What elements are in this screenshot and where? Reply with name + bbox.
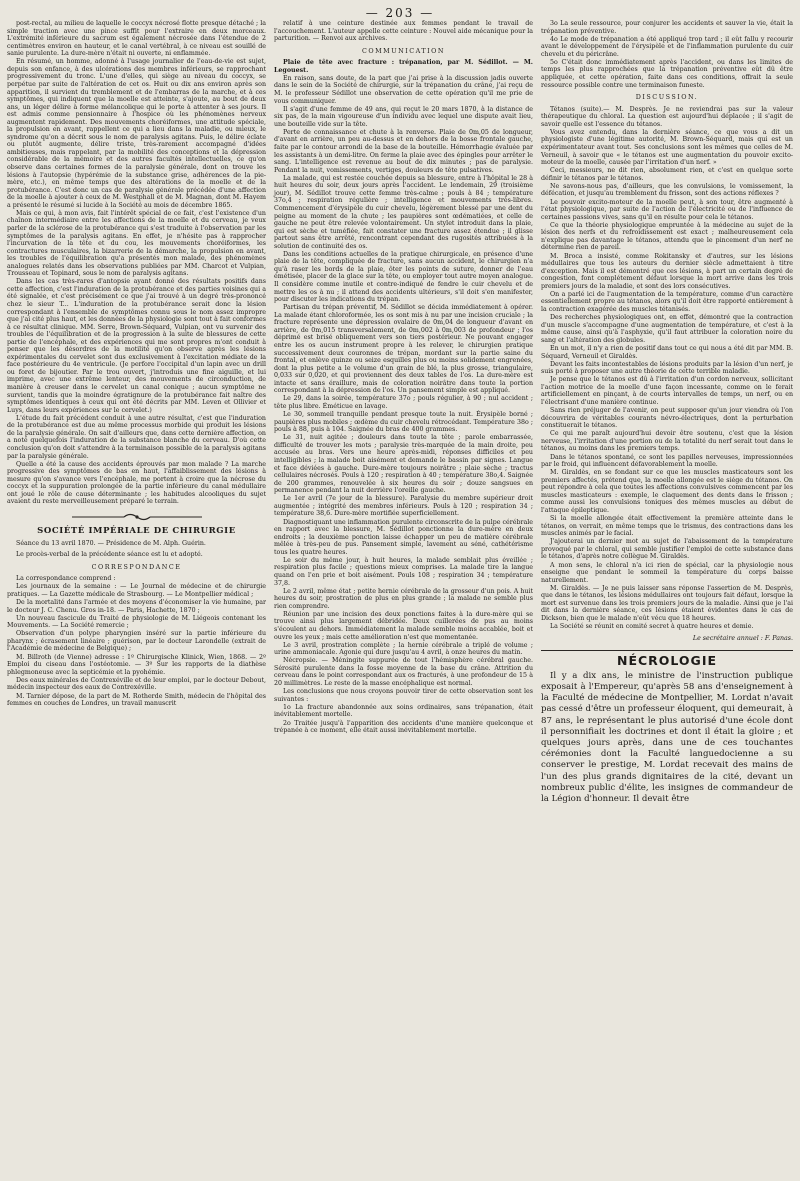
society-title: SOCIÉTÉ IMPÉRIALE DE CHIRURGIE	[37, 525, 236, 536]
correspondance-item: M. Billroth (de Vienne) adresse : 1º Chirurgische Klinick, Wien, 1868. — 2º Emploi du ciseau dans l'ostéotomie. — 3º Sur les rapports de la diathèse phlegmoneuse avec la septicémie et la pyohémie.	[7, 653, 266, 676]
communication-heading: Plaie de tête avec fracture : trépanation, par M. Sédillot. — M. Legouest.	[274, 59, 533, 74]
paragraph: Devant les faits incontestables de lésions produits par la lésion d'un nerf, je suis porté à proposer une autre théorie de cette terrible maladie.	[541, 360, 793, 376]
correspondance-title: CORRESPONDANCE	[91, 562, 182, 571]
correspondance-item: Des eaux minérales de Contrexéville et de leur emploi, par le docteur Debout, médecin inspecteur des eaux de Contrexéville.	[7, 676, 266, 692]
paragraph: relatif à une ceinture destinée aux femmes pendant le travail de l'accouchement. L'auteur appelle cette ceinture : Nouvel aide mécanique pour la parturition. — Renvoi aux archives.	[274, 20, 533, 43]
paragraph: Le 3 avril, prostration complète ; la hernie cérébrale a triplé de volume ; urine ammoniacale. Agonie qui dure jusqu'au 4 avril, à onze heures du matin.	[274, 641, 533, 657]
paragraph: Le 30, sommeil tranquille pendant presque toute la nuit. Érysipèle borné ; paupières plus mobiles ; œdème du cuir chevelu rétrocédant. Température 38o ; pouls à 88, puis à 104. Saignée du bras de 400 grammes.	[274, 411, 533, 434]
paragraph: En résumé, un homme, adonné à l'usage journalier de l'eau-de-vie est sujet, depuis son enfance, à des ulcérations des membres inférieurs, se rapprochant progressivement du tronc. L'une d'elles, qui siège au niveau du coccyx, se perpétue par suite de l'altération de cet os. Huit ou dix ans environ après son apparition, il survient du tremblement et de l'embarras de la marche, et à ces symptômes, qui indiquent que la moelle est atteinte, s'ajoute, au bout de deux ans, un léger délire à forme mélancolique qui le porte à attenter à ses jours. Il est admis comme pensionnaire à l'hospice où les phénomènes nerveux augmentent rapidement. Des mouvements choréiformes, une attitude spéciale, la propulsion en avant, rappellent ce qui a lieu dans la maladie, ou mieux, le syndrome qu'on a décrit sous le nom de paralysis agitans. Puis, le délire éclate ou plutôt augmente, délire triste, très-rarement accompagné d'idées ambitieuses, mais rappelant, par la mobilité des conceptions et la dépression considérable de la mémoire et des autres facultés intellectuelles, ce qu'on observe dans certaines formes de la paralysie générale, dont on trouve les lésions à l'autopsie (hypérémie de la substance grise, adhérences de la pie-mère, etc.), en même temps que des altérations de la moelle et de la protubérance. C'est donc un cas de paralysie générale précédée d'une affection de la moelle à ajouter à ceux de M. Westphall et de M. Magnan, dont M. Hayem a présenté le résumé si lucide à la Société au mois de décembre 1865.	[7, 58, 266, 209]
paragraph: Nécropsie. — Méningite suppurée de tout l'hémisphère cérébral gauche. Sérosité purulente dans la fosse moyenne de la base du crâne. Attrition du cerveau dans le point correspondant aux os fracturés, à une profondeur de 15 à 20 millimètres. Le reste de la masse encéphalique est normal.	[274, 657, 533, 687]
paragraph: Quelle a été la cause des accidents éprouvés par mon malade ? La marche progressive des symptômes de bas en haut, l'affaiblissement des lésions à mesure qu'on s'avance vers l'encéphale, me portent à croire que la nécrose du coccyx et la suppuration prolongée de la partie inférieure du canal médullaire ont joué le rôle de cause déterminante ; les habitudes alcooliques du sujet avaient du reste merveilleusement préparé le terrain.	[7, 460, 266, 506]
column-middle	[274, 20, 533, 735]
paragraph: Il s'agit d'une femme de 49 ans, qui reçut le 20 mars 1870, à la distance de six pas, de la main vigoureuse d'un individu avec lequel une dispute avait lieu, une bouteille vide sur la tête.	[274, 105, 533, 128]
paragraph: M. Giraldès. — Je ne puis laisser sans réponse l'assertion de M. Desprès, que dans le tétanos, les lésions médullaires ont toujours fait défaut, lorsque la mort est survenue dans les trois premiers jours de la maladie. Ainsi que je l'ai dit dans la dernière séance, ces lésions étaient évidentes dans le cas de Dickson, bien que le malade n'eût vécu que 18 heures.	[541, 584, 793, 623]
paragraph: Partisan du trépan préventif, M. Sédillot se décida immédiatement à opérer. La malade étant chloroformée, les os sont mis à nu par une incision cruciale ; la fracture représente une dépression ovalaire de 0m,04 de longueur d'avant en arrière, de 0m,015 transversalement, de 0m,002 à 0m,003 de profondeur ; l'os déprimé est brisé obliquement vers son tiers postérieur. Ne pouvant engager entre les os aucun instrument propre à les relever, le chirurgien pratique successivement deux couronnes de trépan, mordant sur la partie saine du frontal, et enlève quinze ou seize esquilles plus ou moins solidement engrenées, dont la plus petite a le volume d'un grain de blé, la plus grosse, triangulaire, 0,033 sur 0,020, et qui proviennent des deux tables de l'os. La dure-mère est intacte et sans éraillure, mais de coloration noirâtre dans toute la portion correspondant à la dépression de l'os. Un pansement simple est appliqué.	[274, 304, 533, 395]
paragraph: Sans rien préjuger de l'avenir, on peut supposer qu'un jour viendra où l'on découvrira de véritables courants névro-électriques, dont la perturbation constituerait le tétanos.	[541, 407, 793, 430]
paragraph: Ce que la théorie physiologique empruntée à la médecine au sujet de la lésion des nerfs et du refroidissement est exact ; malheureusement cela n'explique pas davantage le tétanos, attendu que le pincement d'un nerf ne détermine rien de pareil.	[541, 221, 793, 252]
secretary-signature: Le secrétaire annuel : F. Panas.	[692, 634, 793, 642]
column-left	[7, 20, 266, 708]
correspondance-item: Les journaux de la semaine : — Le Journal de médecine et de chirurgie pratiques. — La Gazette médicale de Strasbourg. — Le Montpellier médical ;	[7, 583, 266, 598]
paragraph: Des recherches physiologiques ont, en effet, démontré que la contraction d'un muscle s'accompagne d'une augmentation de température, et c'est à la même cause, ainsi qu'à l'asphyxie, qu'il faut attribuer la coloration noire du sang et l'altération des globules.	[541, 314, 793, 344]
paragraph: 4o Le mode de trépanation a été appliqué trop tard ; il eût fallu y recourir avant le développement de l'érysipèle et de l'inflammation purulente du cuir chevelu et du péricrâne.	[541, 35, 793, 58]
paragraph: 5o C'était donc immédiatement après l'accident, ou dans les limites de temps les plus rapprochées que la trépanation préventive eût dû être appliquée, et cette opération, faite dans ces conditions, offrait la seule ressource possible contre une terminaison funeste.	[541, 58, 793, 89]
paragraph: Dans les conditions actuelles de la pratique chirurgicale, en présence d'une plaie de la tête, compliquée de fracture, sans aucun accident, le chirurgien n'a qu'à raser les bords de la plaie, ôter les points de suture, donner de l'eau émétisée, placer de la glace sur la tête, ou employer tout autre moyen analogue. Il considère comme inutile et contre-indiqué de fendre le cuir chevelu et de mettre les os à nu ; il attend des accidents ultérieurs, s'il doit s'en manifester, pour discuter les indications du trépan.	[274, 250, 533, 304]
paragraph: Le pouvoir excito-moteur de la moelle peut, à son tour, être augmenté à l'état physiologique, par suite de l'action de l'électricité ou de l'influence de certaines passions vives, sans qu'il en résulte pour cela le tétanos.	[541, 198, 793, 221]
seance-line: Séance du 13 avril 1870. — Présidence de M. Alph. Guérin.	[16, 539, 206, 547]
paragraph: Si la moelle allongée était effectivement la première atteinte dans le tétanos, on verrait, en même temps que le trismus, des contractions dans les muscles animés par le facial.	[541, 515, 793, 538]
paragraph: En un mot, il n'y a rien de positif dans tout ce qui nous a été dit par MM. B. Séquard, Verneuil et Giraldès.	[541, 344, 793, 360]
paragraph: 2o Traitée jusqu'à l'apparition des accidents d'une manière quelconque et trépanée à ce moment, elle était aussi inévitablement mortelle.	[274, 719, 533, 735]
correspondance-item: De la mortalité dans l'armée et des moyens d'économiser la vie humaine, par le docteur J. C. Chenu. Gros in-18. — Paris, Hachette, 1870 ;	[7, 598, 266, 614]
column-right	[541, 20, 793, 805]
paragraph: A mon sens, le chloral n'a ici rien de spécial, car la physiologie nous enseigne que pendant le sommeil la température du corps baisse naturellement.	[541, 561, 793, 584]
paragraph: Dans les cas très-rares d'antopsie ayant donné des résultats positifs dans cette affection, c'est l'induration de la protubérance et des parties voisines qui a été signalée, et c'est précisément ce que j'ai trouvé à un degré très-prononcé chez le sieur T... L'induration de la protubérance serait donc la lésion correspondant à l'ensemble de symptômes connu sous le nom assez impropre que j'ai cité plus haut, et les données de la physiologie sont tout à fait conformes à ce résultat clinique. MM. Serre, Brown-Séquard, Vulpian, ont vu survenir des troubles de l'équilibration et de la progression à la suite de blessures de cette partie de l'encéphale, et des expériences qui me sont propres m'ont conduit à penser que les désordres de la motilité qu'on observe après les lésions expérimentales du cervelet sont dus exclusivement à l'excitation médiate de la face postérieure du 4e ventricule. (Je perfore l'occipital d'un lapin avec un drill ou foret de bijoutier. Par le trou ouvert, j'introduis une fine aiguille, et lui imprime, avec une extrême lenteur, des mouvements de circonduction, de manière à creuser dans le cervelet un canal conique ; aucun symptôme ne survient, tandis que la moindre égratignure de la protubérance fait naître des symptômes identiques à ceux qui ont été décrits par MM. Leven et Ollivier et Luys, dans leurs expériences sur le cervelet.)	[7, 278, 266, 414]
necrologie-title: NÉCROLOGIE	[616, 653, 718, 669]
discussion-title: DISCUSSION.	[635, 93, 699, 102]
paragraph: Le soir du même jour, à huit heures, la malade semblait plus éveillée ; respiration plus facile ; questions mieux comprises. La malade tire la langue quand on l'en prie et boit aisément. Pouls 108 ; respiration 34 ; température 37,8.	[274, 556, 533, 587]
paragraph: Il y a dix ans, le ministre de l'instruction publique exposait à l'Empereur, qu'après 58 ans d'enseignement à la Faculté de médecine de Montpellier, M. Lordat n'avait pas cessé d'être un professeur éloquent, qui demeurait, à 87 ans, le représentant le plus autorisé d'une école dont il personnifiait les doctrines et dont il était la gloire ; et quelques jours après, dans une de ces touchantes cérémonies dont la Faculté languedocienne a su conserver le prestige, M. Lordat recevait des mains de l'un des plus grands dignitaires de la cité, devant un nombreux public d'élite, les insignes de commandeur de la Légion d'honneur. Il devait être	[541, 670, 793, 805]
paragraph: La malade, qui est restée couchée depuis sa blessure, entre à l'hôpital le 28 à huit heures du soir, deux jours après l'accident. Le lendemain, 29 (troisième jour), M. Sédillot trouve cette femme très-calme ; pouls à 84 ; température 37o,4 ; respiration régulière ; intelligence et mouvements très-libres. Commencement d'érysipèle du cuir chevelu, légèrement blessé par une dent du peigne au moment de la chute ; les paupières sont œdématiées, et celle de gauche ne peut être relevée volontairement. Un stylet introduit dans la plaie, qui est sèche et tuméfiée, fait constater une fracture assez étendue ; il glisse partout sans être arrêté, rencontrant cependant des rugosités attribuées à la solution de continuité des os.	[274, 174, 533, 250]
page-number: — 203 —	[365, 6, 435, 20]
paragraph: On a parlé ici de l'augmentation de la température, comme d'un caractère essentiellement propre au tétanos, alors qu'il doit être rapporté entièrement à la contraction exagérée des muscles tétanisés.	[541, 290, 793, 314]
paragraph: Je pense que le tétanos est dû à l'irritation d'un cordon nerveux, sollicitant l'action motrice de la moelle d'une façon incessante, comme on le ferait artificiellement en pinçant, à de courts intervalles de temps, un nerf, ou en l'électrisant d'une manière continue.	[541, 376, 793, 406]
correspondance-item: M. Tarnier dépose, de la part de M. Rotherde Smith, médecin de l'hôpital des femmes en couches de Londres, un travail manuscrit	[7, 692, 266, 708]
communication-title: COMMUNICATION	[362, 46, 445, 55]
paragraph: 3o La seule ressource, pour conjurer les accidents et sauver la vie, était la trépanation préventive.	[541, 20, 793, 35]
paragraph: Mais ce qui, à mon avis, fait l'intérêt spécial de ce fait, c'est l'existence d'un chaînon intermédiaire entre les affections de la moelle et du cerveau, je veux parler de la sclérose de la protubérance qui s'est traduite à l'observation par les symptômes de la paralysis agitans. En effet, je n'hésite pas à rapprocher l'incurvation de la tête et du cou, les mouvements choréiformes, les contractures musculaires, la bizarrerie de la démarche, la propulsion en avant, les troubles de l'équilibration qu'a présentés mon malade, des phénomènes analogues relatés dans les observations publiées par MM. Charcot et Vulpian, Trousseau et Topinard, sous le nom de paralysis agitans.	[7, 209, 266, 278]
paragraph: J'ajouterai un dernier mot au sujet de l'abaissement de la température provoqué par le chloral, qui semble justifier l'emploi de cette substance dans le tétanos, d'après notre collègue M. Giraldès.	[541, 538, 793, 561]
paragraph: Le 29, dans la soirée, température 37o ; pouls régulier, à 90 ; nul accident ; tête plus libre. Éméticue en lavage.	[274, 395, 533, 410]
paragraph: Dans le tétanos spontané, ce sont les papilles nerveuses, impressionnées par le froid, qui influencent défavorablement la moelle.	[541, 453, 793, 469]
paragraph: Perte de connaissance et chute à la renverse. Plaie de 0m,05 de longueur, d'avant en arrière, un peu au-dessus et en dehors de la bosse frontale gauche, faite par le contour arrondi de la base de la bouteille. Hémorrhagie évaluée par les assistants à un demi-litre. On ferme la plaie avec des épingles pour arrêter le sang. L'intelligence est revenue au bout de dix minutes ; pas de paralysie. Pendant la nuit, vomissements, vertiges, douleurs de tête pulsatives.	[274, 128, 533, 174]
paragraph: Ce qui me paraît aujourd'hui devoir être soutenu, c'est que la lésion nerveuse, l'irritation d'une portion ou de la totalité du nerf serait tout dans le tétanos, au moins dans les premiers temps.	[541, 430, 793, 453]
paragraph: Ne savons-nous pas, d'ailleurs, que les convulsions, le vomissement, la défécation, et jusqu'au tremblement du frisson, sont des actions réflexes ?	[541, 182, 793, 198]
paragraph: M. Giraldès, en se fondant sur ce que les muscles masticateurs sont les premiers affectés, prétend que, la moelle allongée est le siége du tétanos. On peut répondre à cela que toutes les affections convulsives commencent par les muscles masticateurs : exemple, le claquement des dents dans le frisson ; comme aussi les convulsions toniques des mêmes muscles au début de l'attaque épileptique.	[541, 469, 793, 514]
proces-verbal: Le procès-verbal de la précédente séance est lu et adopté.	[16, 551, 203, 559]
paragraph: Le 2 avril, même état ; petite hernie cérébrale de la grosseur d'un pois. A huit heures du soir, prostration de plus en plus grande ; la malade ne semble plus rien comprendre.	[274, 587, 533, 610]
paragraph: 1o La fracture abandonnée aux soins ordinaires, sans trépanation, était inévitablement mortelle.	[274, 703, 533, 719]
paragraph: En raison, sans doute, de la part que j'ai prise à la discussion jadis ouverte dans le sein de la Société de chirurgie, sur la trépanation du crâne, j'ai reçu de M. le professeur Sédillot une observation de cette opération qu'il me prie de vous communiquer.	[274, 74, 533, 105]
paragraph: Ceci, messieurs, ne dit rien, absolument rien, et c'est en quelque sorte définir le tétanos par le tétanos.	[541, 167, 793, 182]
correspondance-item: La correspondance comprend :	[16, 575, 116, 583]
paragraph: Le 31, nuit agitée ; douleurs dans toute la tête ; parole embarrassée, difficulté de trouver les mots ; paralysie très-marquée de la main droite, peu accusée au bras. Vers une heure après-midi, réponses difficiles et peu intelligibles ; la malade boit aisément et demande le bassin par signes. Langue et face déviées à gauche. Dure-mère toujours noirâtre ; plaie sèche ; tractus cellulaires nécrosés. Pouls à 120 ; respiration à 40 ; température 38o,4. Saignée de 200 grammes, renouvelée à six heures du soir ; douze sangsues en permanence pendant la nuit derrière l'oreille gauche.	[274, 434, 533, 495]
paragraph: post-rectal, au milieu de laquelle le coccyx nécrosé flotte presque détaché ; la simple traction avec une pince suffit pour l'extraire en deux morceaux. L'extrémité inférieure du sacrum est également nécrosée dans l'étendue de 2 centimètres environ en hauteur, et le canal vertébral, à ce niveau est souillé de sanie purulente. La dure-mère n'était ni ouverte, ni enflammée.	[7, 20, 266, 58]
paragraph: Vous avez entendu, dans la dernière séance, ce que vous a dit un physiologiste d'une légitime autorité, M. Brown-Séquard, mais qui est un expérimentateur avant tout. Ses conclusions sont les mêmes que celles de M. Verneuil, à savoir que « le tétanos est une augmentation du pouvoir excito-moteur de la moelle, causée par l'irritation d'un nerf. »	[541, 128, 793, 167]
correspondance-item: Un nouveau fascicule du Traité de physiologie de M. Liégeois contenant les Mouvements. — La Société remercie ;	[7, 614, 266, 630]
necrologie-body	[541, 671, 793, 805]
ornament-divider	[72, 512, 202, 522]
paragraph: Diagnostiquant une inflammation purulente circonscrite de la pulpe cérébrale en rapport avec la blessure, M. Sédillot ponctionne la dure-mère en deux endroits ; la deuxième ponction laisse échapper un peu de matière cérébrale mêlée à très-peu de pus. Pansement simple, lavement au séné, cathétérisme tous les quatre heures.	[274, 518, 533, 556]
paragraph: La Société se réunit en comité secret à quatre heures et demie.	[550, 623, 754, 631]
section-rule	[541, 650, 793, 651]
paragraph: Le 1er avril (7e jour de la blessure). Paralysie du membre supérieur droit augmentée ; intégrité des membres inférieurs. Pouls à 120 ; respiration 34 ; température 38,6. Dure-mère mortifiée superficiellement.	[274, 495, 533, 518]
correspondance-item: Observation d'un polype pharyngien inséré sur la partie inférieure du pharynx ; écrasement linéaire ; guérison, par le docteur Larondelle (extrait de l'Académie de médecine de Belgique) ;	[7, 630, 266, 653]
paragraph: Les conclusions que nous croyons pouvoir tirer de cette observation sont les suivantes :	[274, 688, 533, 703]
paragraph: L'étude du fait précédent conduit à une autre résultat, c'est que l'induration de la protubérance est due au même processus morbide qui produit les lésions de la paralysie générale. On sait d'ailleurs que, dans cette dernière affection, on a noté quelquefois l'induration de la substance blanche du cerveau. D'où cette conclusion qu'on doit s'attendre à la terminaison possible de la paralysis agitans par la paralysie générale.	[7, 414, 266, 460]
paragraph: Tétanos (suite).— M. Desprès. Je ne reviendrai pas sur la valeur thérapeutique du chloral. La question est aujourd'hui déplacée ; il s'agit de savoir quelle est l'essence du tétanos.	[541, 105, 793, 128]
paragraph: Réunion par une incision des deux ponctions faites à la dure-mère qui se trouve ainsi plus largement débridée. Deux cuillerées de pus au moins s'écoulent au dehors. Immédiatement la malade semble moins accablée, boit et ouvre les yeux ; mais cette amélioration n'est que momentanée.	[274, 610, 533, 641]
paragraph: M. Broca a insisté, comme Rokitansky et d'autres, sur les lésions médullaires que tous les auteurs du dernier siècle admettaient à titre d'exception. Mais il est démontré que ces lésions, à part un certain degré de congestion, font complétement défaut lorsque la mort arrive dans les trois premiers jours de la maladie, et sont des lors consécutives.	[541, 252, 793, 290]
